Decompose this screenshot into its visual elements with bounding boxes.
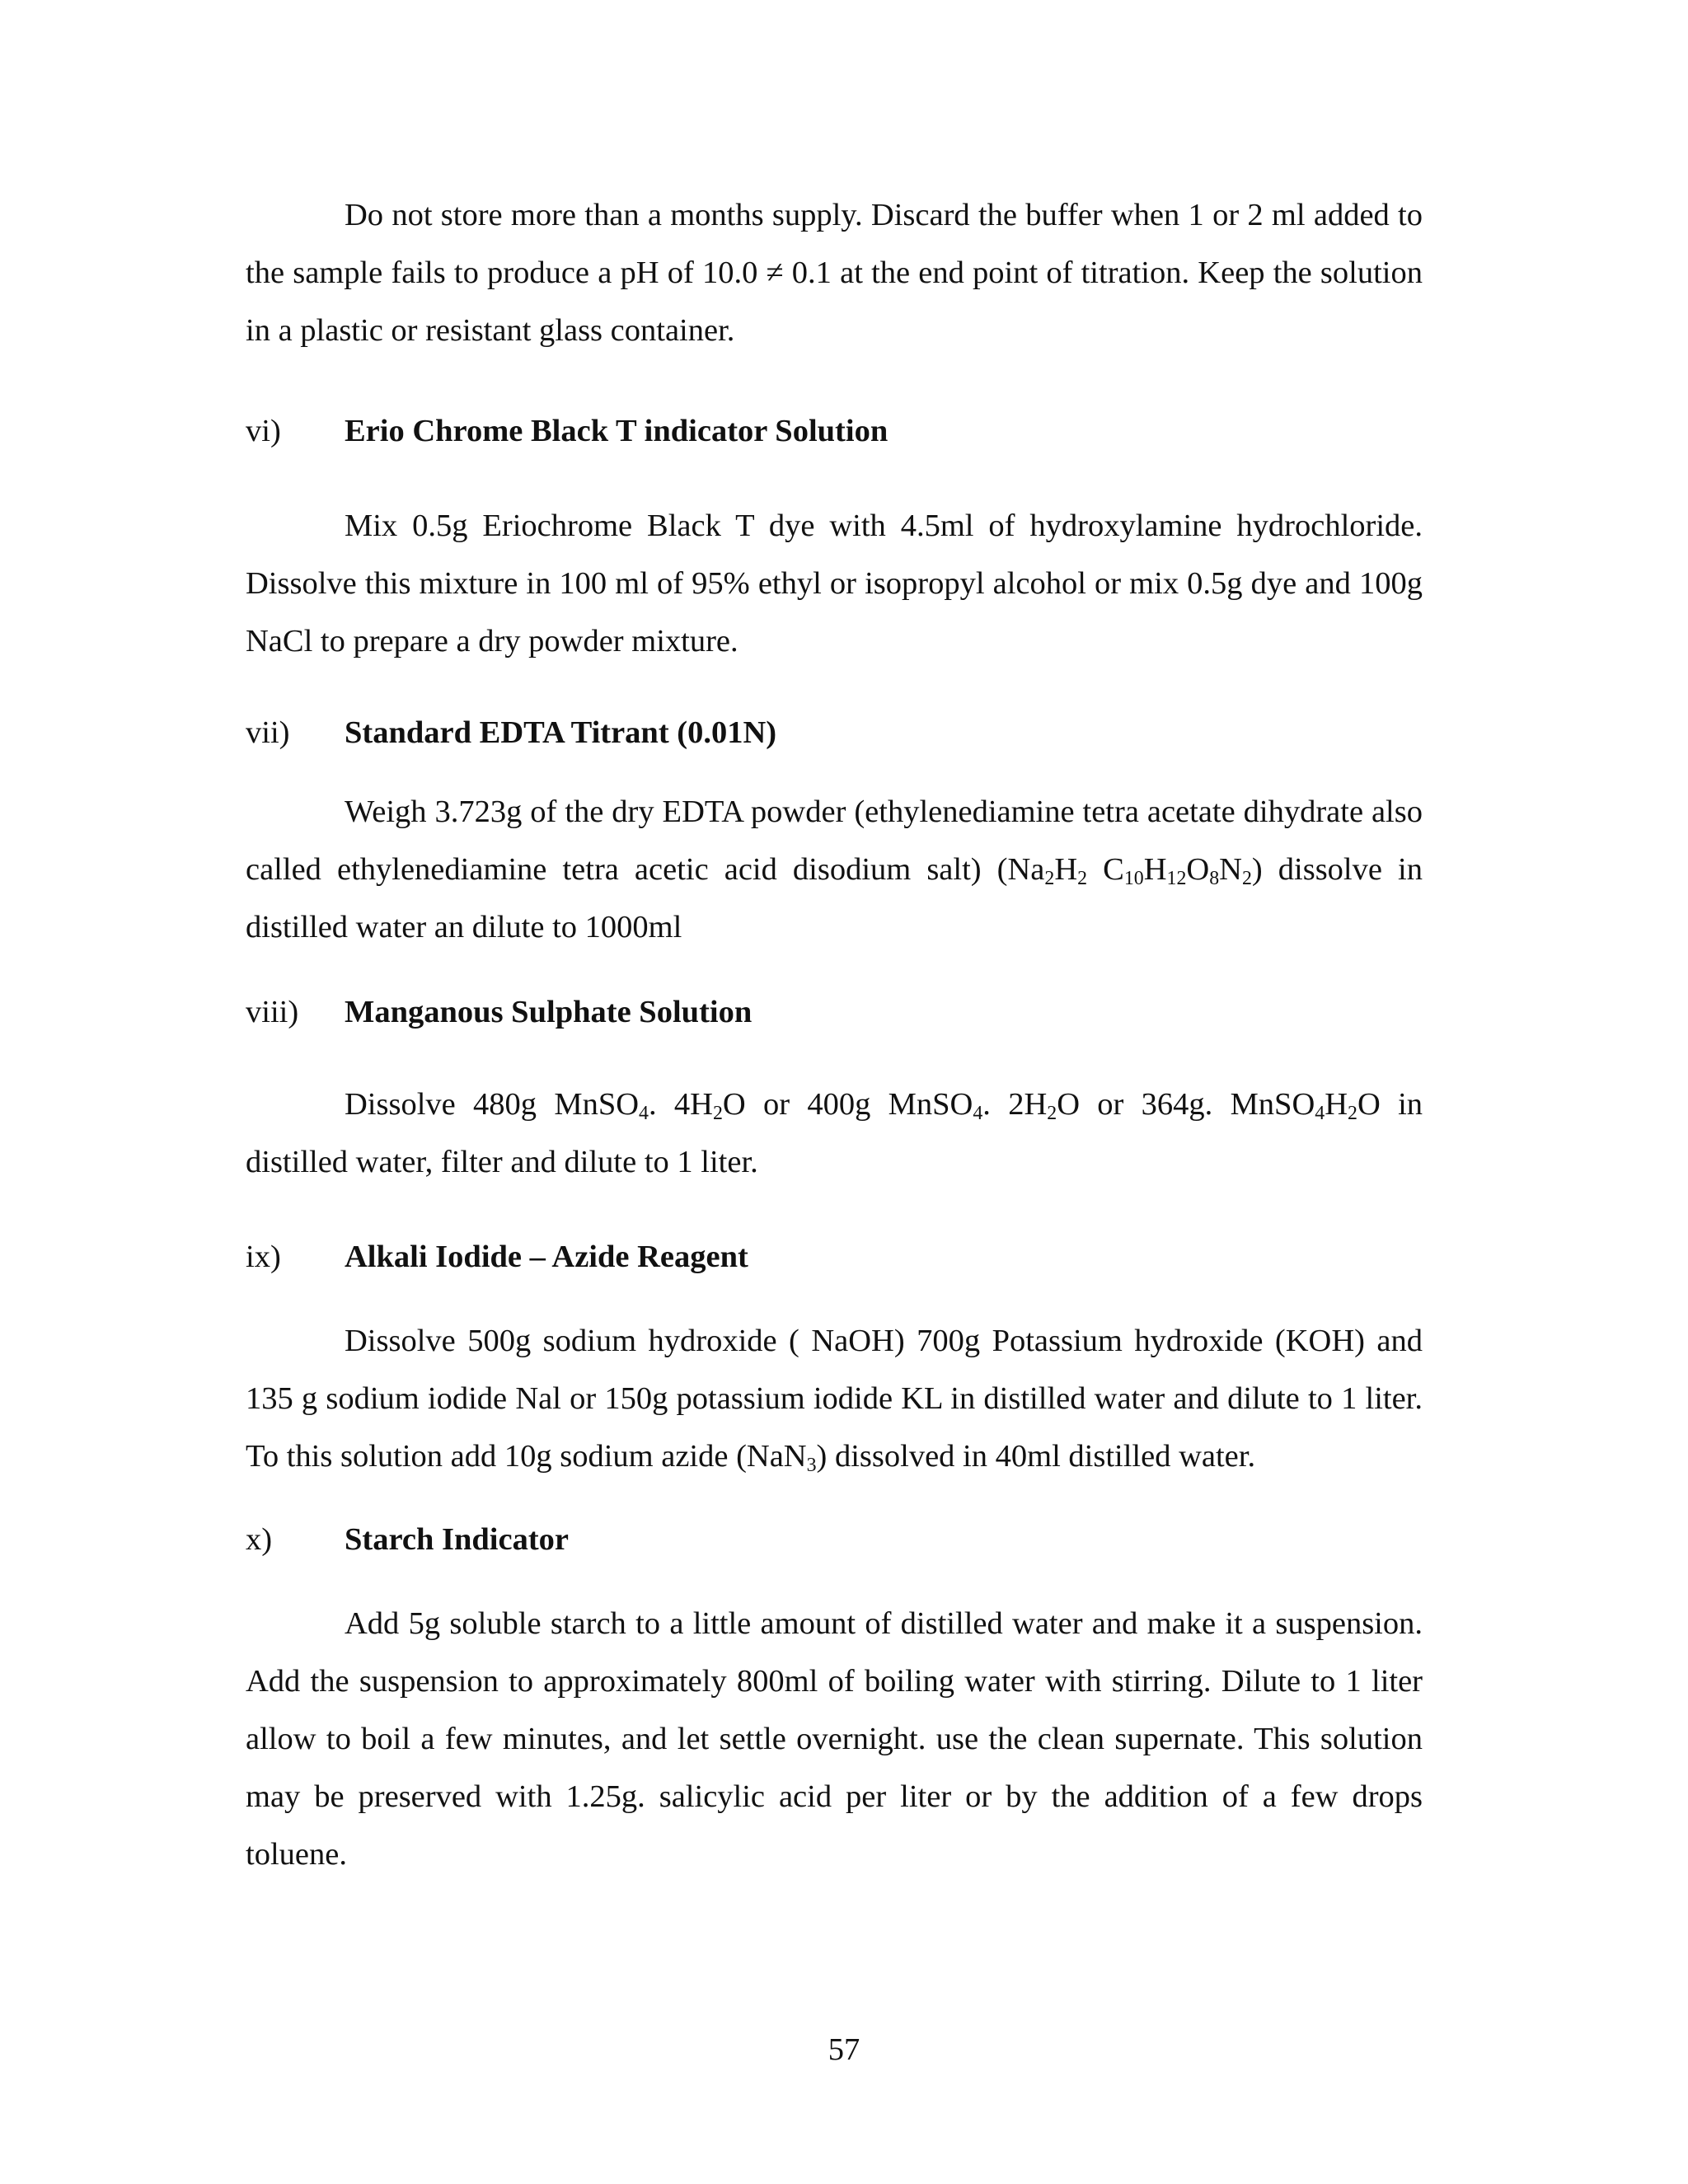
section-heading-viii <box>246 991 752 1033</box>
section-heading-vii <box>246 712 776 753</box>
section-number: viii) <box>246 995 299 1029</box>
section-body-viii: Dissolve 480g MnSO$_4$. $4H_2O$ or 400g MnSO$_4$. $2H_2O$ or 364g. $MnSO_4H_2O$ in distilled water, filter and dilute to 1 liter. <box>246 1087 1423 1179</box>
section-title: Alkali Iodide – Azide Reagent <box>345 1240 748 1274</box>
section-title: Standard EDTA Titrant (0.01N) <box>345 715 777 750</box>
section-heading-vi <box>246 410 888 452</box>
section-number: x) <box>246 1522 273 1557</box>
section-title: Manganous Sulphate Solution <box>345 995 753 1029</box>
section-body-vi: Mix 0.5g Eriochrome Black T dye with 4.5ml of hydroxylamine hydrochloride. Dissolve this mixture in 100 ml of 95% ethyl or isopropyl alcohol or mix 0.5g dye and 100g NaCl to prepare a dry powder mixture. <box>246 509 1423 658</box>
section-heading-ix <box>246 1236 748 1277</box>
section-title: Erio Chrome Black T indicator Solution <box>345 414 889 448</box>
section-body-vii: Weigh 3.723g of the dry EDTA powder (ethylenediamine tetra acetate dihydrate also called ethylenediamine tetra acetic acid disodium salt) ($Na_2H_2$ $C_{10}H_{12}O_8N_2$) dissolve in distilled water an dilute to 1000ml <box>246 794 1423 944</box>
section-body-x: Add 5g soluble starch to a little amount of distilled water and make it a suspension. Add the suspension to approximately 800ml of boiling water with stirring. Dilute to 1 liter allow to boil a few minutes, and let settle overnight. use the clean supernate. This solution may be preserved with 1.25g. salicylic acid per liter or by the addition of a few drops toluene. <box>246 1606 1423 1872</box>
section-number: ix) <box>246 1240 281 1274</box>
section-title: Starch Indicator <box>345 1522 570 1557</box>
page-number: 57 <box>828 2032 860 2067</box>
section-heading-x <box>246 1519 569 1560</box>
intro-paragraph: Do not store more than a months supply. Discard the buffer when 1 or 2 ml added to the sample fails to produce a pH of 10.0 ≠ 0.1 at the end point of titration. Keep the solution in a plastic or resistant glass container. <box>246 198 1423 348</box>
section-body-ix: Dissolve 500g sodium hydroxide ( NaOH) 700g Potassium hydroxide (KOH) and 135 g sodium iodide Nal or 150g potassium iodide KL in distilled water and dilute to 1 liter. To this solution add 10g sodium azide (NaN$_3$) dissolved in 40ml distilled water. <box>246 1324 1423 1476</box>
section-number: vi) <box>246 414 281 448</box>
section-number: vii) <box>246 715 290 750</box>
